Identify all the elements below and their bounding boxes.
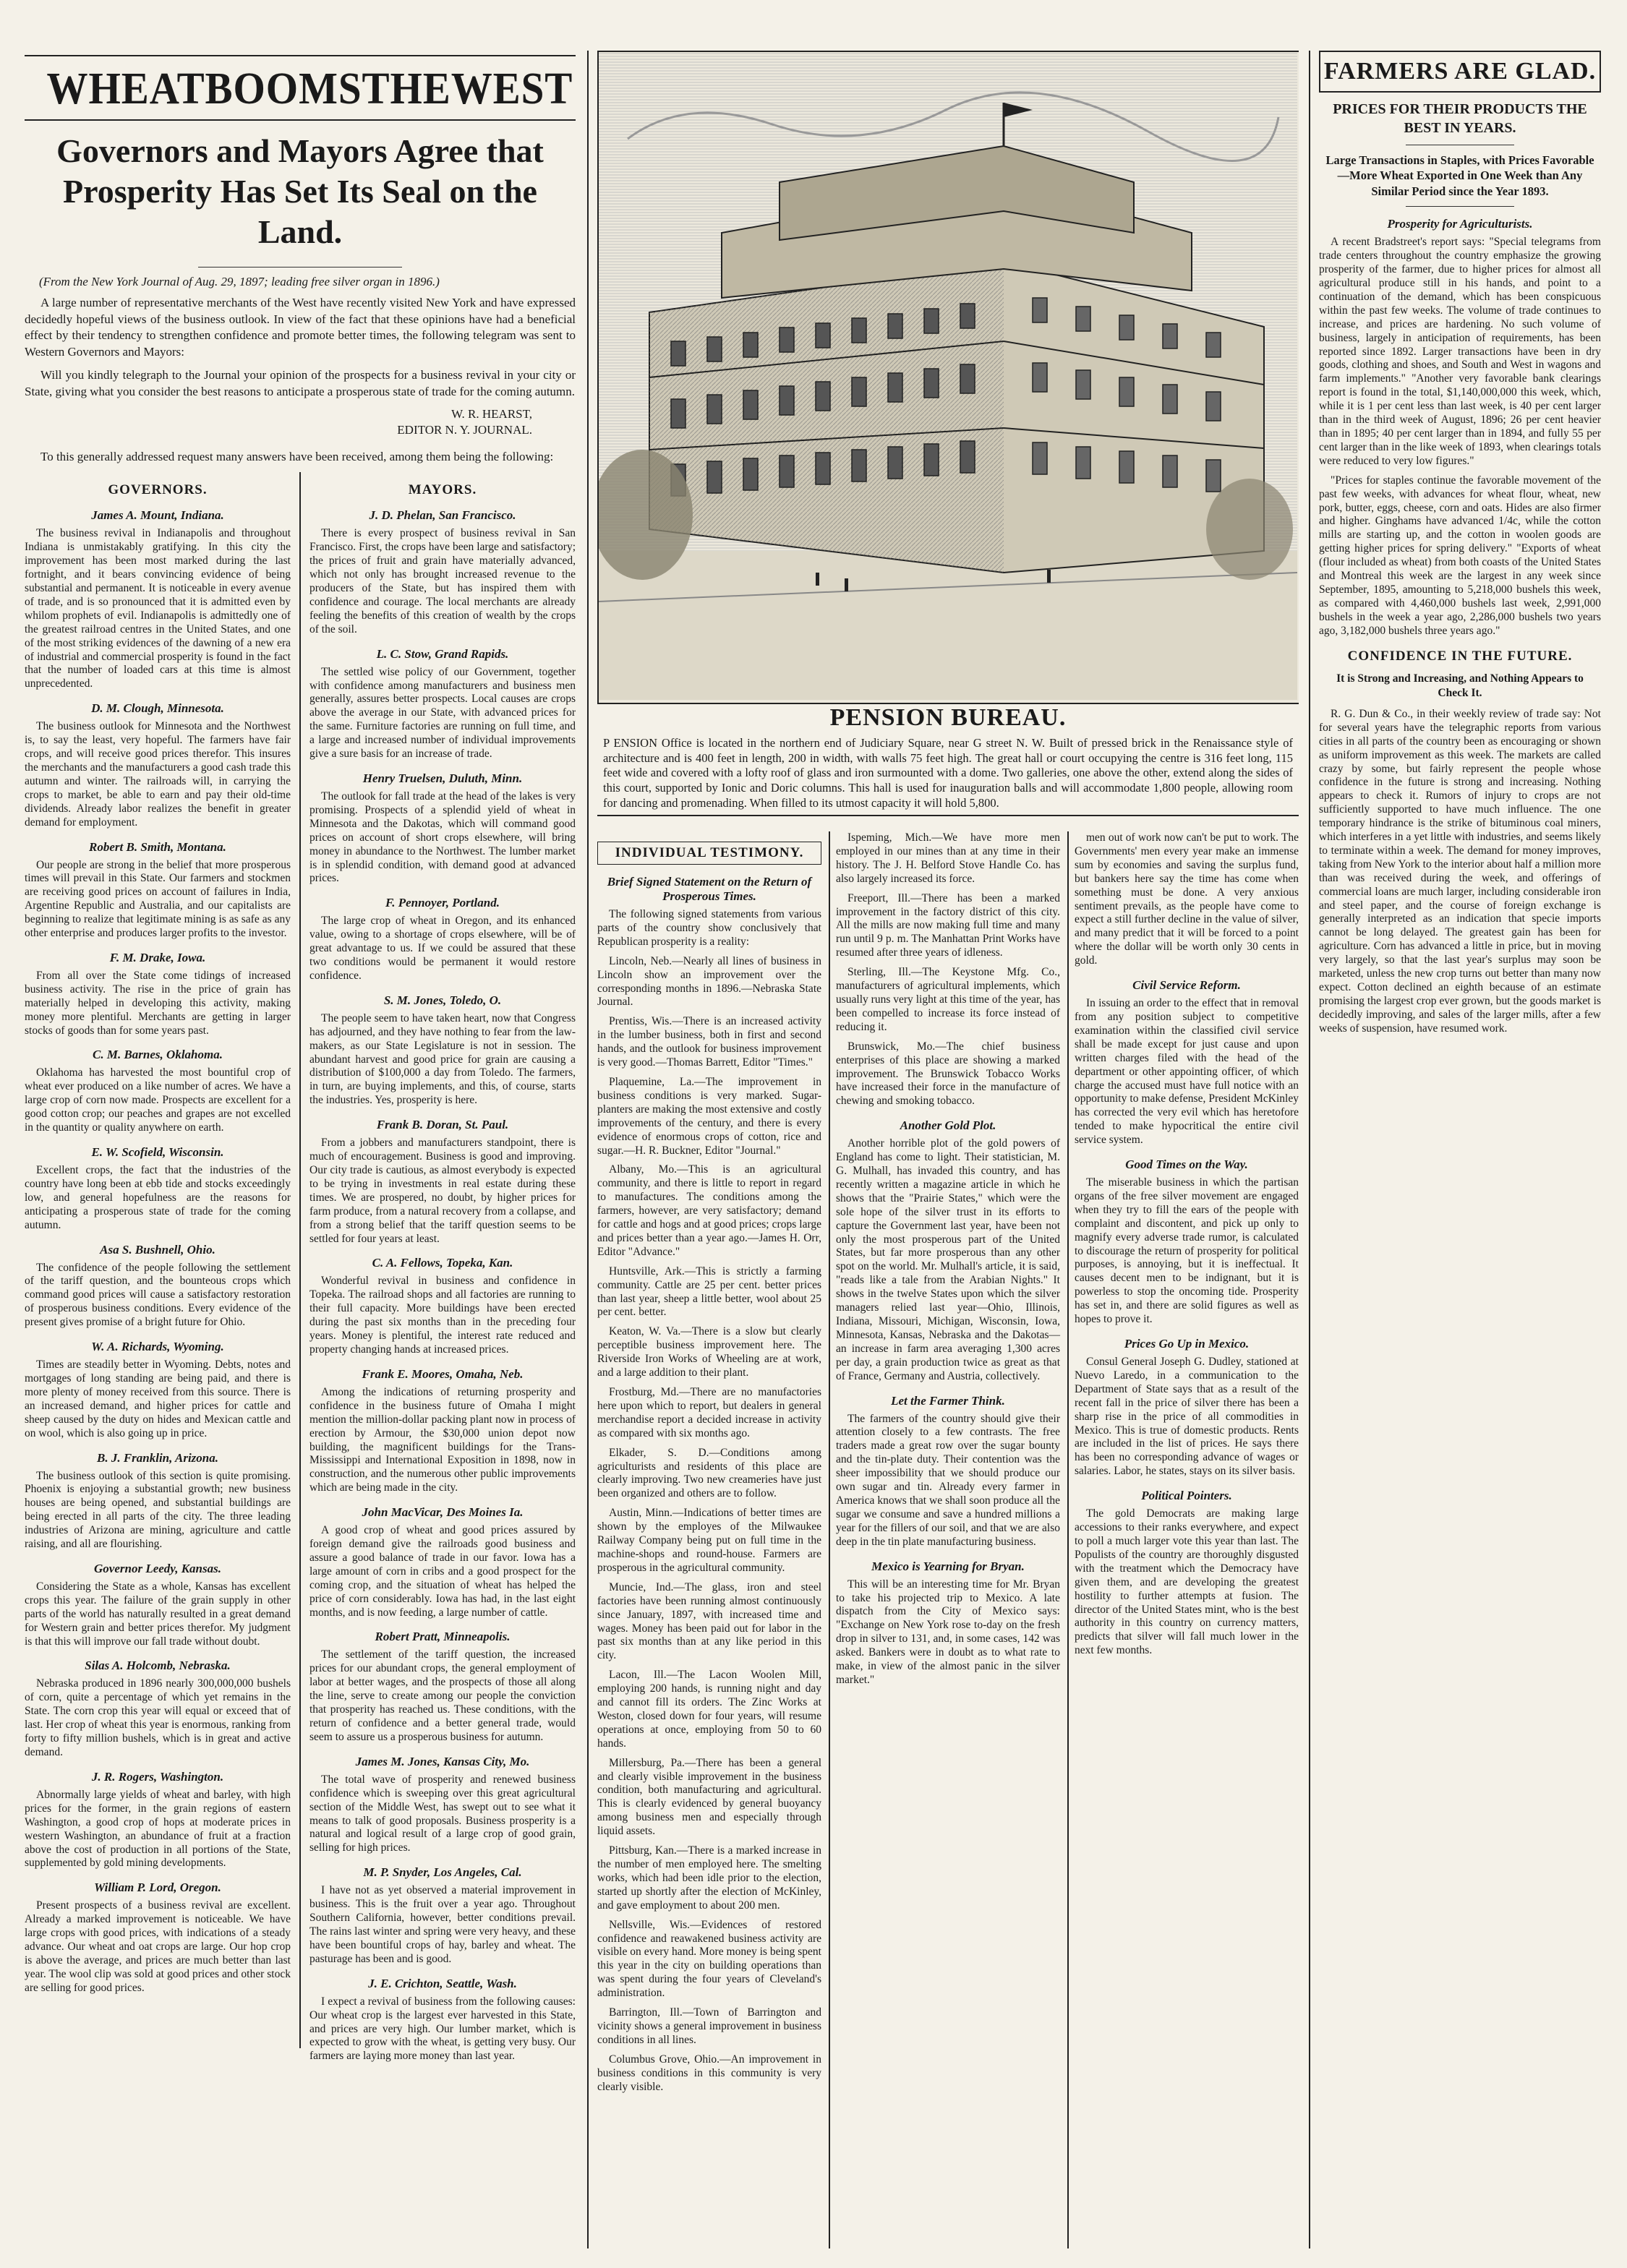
governor-statement: Nebraska produced in 1896 nearly 300,000,000 bushels of corn, quite a percentage of which yet remains in the State. The corn crop this year will equal or exceed that of last. Her crop of wheat this year is enormous, ranking from forty to fifty million bushels, which is in great and active demand. (25, 1677, 291, 1759)
mexico-text: This will be an interesting time for Mr. Bryan to take his projected trip to Mexico. A late dispatch from the City of Mexico says: "Exchange on New York rose to-day on the fresh drop in silver to 131, and, in some cases, 142 was asked. Bankers were in doubt as to what rate to make, in view of the almost panic in the silver market." (836, 1578, 1060, 1686)
subheadline: Governors and Mayors Agree that Prosperity Has Set Its Seal on the Land. (56, 132, 544, 251)
confidence-deck: It is Strong and Increasing, and Nothing Appears to Check It. (1336, 672, 1584, 699)
testimony-list-continued (836, 831, 1060, 1108)
governor-statement: From all over the State come tidings of increased business activity. The rise in the price of grain has materially helped in developing this activity, making money more plentiful. Merchants are getting in larger stocks of goods than for some years past. (25, 969, 291, 1037)
governor-statement: Considering the State as a whole, Kansas has excellent crops this year. The failure of the grain supply in other parts of the world has naturally resulted in a great demand for Western grain and better prices therefor. My judgment is that this will improve our fall trade without doubt. (25, 1580, 291, 1648)
middle-columns (597, 831, 1299, 2248)
mayor-statement: The settled wise policy of our Government, together with confidence among manufacturers and business men generally, assures better prospects. Local causes are crops above the average in our State, with advanced prices for the same. Furniture factories are running on full time, and a large and increased number of individual improvements give a sure basis for an increase of trade. (309, 665, 576, 761)
mayor-name: S. M. Jones, Toledo, O. (383, 993, 502, 1007)
civil-service-text: In issuing an order to the effect that in removal from any position subject to competitive examination within the classified civil service shall be made except for just cause and upon written charges filed with the head of the department or other appointing officer, of which charge the accused must have full notice with an opportunity to make defense, President McKinley has corrected the very evil which has heretofore tended to make hypocritical the entire civil service system. (1075, 997, 1299, 1147)
governor-name: Silas A. Holcomb, Nebraska. (85, 1659, 231, 1673)
mayor-name: Frank B. Doran, St. Paul. (376, 1118, 509, 1132)
testimony-item: Prentiss, Wis.—There is an increased activity in the lumber business, both in first and second hands, and the outlook for business improvement is very good.—Thomas Barrett, Editor "Times." (597, 1015, 821, 1069)
signature-title: EDITOR N. Y. JOURNAL. (397, 422, 532, 437)
mayor-name: L. C. Stow, Grand Rapids. (376, 646, 509, 661)
mayor-name: J. E. Crichton, Seattle, Wash. (368, 1976, 517, 1990)
illustration-caption: PENSION BUREAU. (829, 704, 1067, 731)
testimony-item: Frostburg, Md.—There are no manufactories here upon which to report, but dealers in general merchandise report a decided increase in activity as compared with six months ago. (597, 1386, 821, 1439)
mayor-name: F. Pennoyer, Portland. (385, 896, 500, 910)
testimony-item: Ispeming, Mich.—We have more men employed in our mines than at any time in their history. The J. H. Belford Stove Handle Co. has also largely increased its force. (836, 831, 1060, 885)
inner-rule (299, 472, 301, 2048)
civil-service-head: Civil Service Reform. (1132, 978, 1241, 993)
right-deck-2: Large Transactions in Staples, with Prices Favorable—More Wheat Exported in One Week than Any Similar Period since the Year 1893. (1325, 153, 1594, 198)
individual-head: INDIVIDUAL TESTIMONY. (597, 842, 821, 865)
governors-list (25, 508, 291, 1995)
testimony-item: Albany, Mo.—This is an agricultural community, and there is little to report in regard to manufactures. The conditions among the farmers, however, are very satisfactory; demand for cattle and hogs and at good prices; crops large and prices better than a year ago.—James H. Orr, Editor "Advance." (597, 1163, 821, 1258)
governor-statement: The business outlook of this section is quite promising. Phoenix is enjoying a substantial growth; new business houses are being opened, and substantial buildings are being erected in all parts of the city. The three leading industries of Arizona are mining, agriculture and cattle raising, and all are flourishing. (25, 1469, 291, 1551)
middle-column-3 (1075, 831, 1299, 1664)
mayor-statement: I expect a revival of business from the following causes: Our wheat crop is the largest ever harvested in this State, and prices are very high. Our lumber market, which is expected to grow with the wheat, is getting very busy. Our farmers are laying more money than last year. (309, 1995, 576, 2063)
testimony-list (597, 955, 821, 2094)
governors-head: GOVERNORS. (108, 482, 208, 498)
testimony-item: Austin, Minn.—Indications of better times are shown by the employes of the Milwaukee Railway Company being put on full time in the machine-shops and round-house. Farmers are prosperous in the agricultural community. (597, 1507, 821, 1574)
governor-name: William P. Lord, Oregon. (94, 1880, 221, 1895)
illustration-caption-block (597, 704, 1299, 821)
short-rule (198, 267, 402, 268)
governor-name: Governor Leedy, Kansas. (94, 1561, 221, 1575)
governor-statement: The business outlook for Minnesota and the Northwest is, to say the least, very hopeful. The farmers have fair crops, and will receive good prices therefor. This insures the merchants and the manufacturers a good cash trade this autumn and winter. The railroads will, in carrying the crops to market, be able to earn and pay their old-time dividends. Already labor realizes the benefit in greater demand for employment. (25, 720, 291, 829)
individual-intro: The following signed statements from various parts of the country show conclusively that Republican prosperity is a reality: (597, 908, 821, 948)
gold-plot-head: Another Gold Plot. (900, 1118, 996, 1133)
farmer-text: The farmers of the country should give their attention closely to a few contrasts. The free traders made a great row over the sugar bounty and the tin-plate duty. Their contention was the sheer impossibility that we should produce our own sugar and tin. Already every farmer in America knows that we shall soon produce all the sugar we consume and save a hundred millions a year for the fillers of our soil, and that we are also deep in the tin plate manufacturing business. (836, 1412, 1060, 1548)
testimony-item: Lacon, Ill.—The Lacon Woolen Mill, employing 200 hands, is running night and day and cannot fill its orders. The Zinc Works at Weston, closed down for four years, will resume operations at once, employing from 50 to 60 hands. (597, 1669, 821, 1750)
right-short-rule-2 (1406, 206, 1514, 207)
masthead-rule (25, 119, 576, 121)
mayor-statement: Wonderful revival in business and confidence in Topeka. The railroad shops and all factories are running to their full capacity. More buildings have been erected during the past six months than in the preceding four years. Money is plentiful, the interest rate reduced and property changing hands at increased prices. (309, 1275, 576, 1356)
mayor-name: James M. Jones, Kansas City, Mo. (355, 1754, 530, 1768)
governor-name: D. M. Clough, Minnesota. (91, 701, 224, 716)
governor-statement: Times are steadily better in Wyoming. Debts, notes and mortgages of long standing are being paid, and there is more plenty of money received from this source. There is an increased demand, and higher prices for cattle and sheep caused by the duty on hides and Mexican cattle and on wool, which is also going up in price. (25, 1358, 291, 1439)
column-3-continuation: men out of work now can't be put to work. The Governments' men every year make an immense sum by economies and saving the surplus fund, but bankers here say the time has come when something must be done. A very anxious sentiment prevails, as the people have come to expect a still further decline in the value of silver, and many predict that it will be forced to a point where the dollar will be worth only 30 cents in gold. (1075, 831, 1299, 967)
mayor-name: Frank E. Moores, Omaha, Neb. (362, 1366, 524, 1381)
mayor-name: J. D. Phelan, San Francisco. (369, 508, 516, 523)
column-rule-1 (587, 51, 589, 2248)
right-text-2: "Prices for staples continue the favorable movement of the past few weeks, with advances for wheat flour, wheat, new pork, butter, eggs, cheese, corn and oats. Hides are also firmer and higher. Ginghams have advanced 1/4c, while the cotton mills are starting up, and the cotton in woolen goods are getting higher prices for spring delivery." "Exports of wheat (flour included as wheat) from both coasts of the United States and Montreal this week are the largest in any week since September, 1895, amounting to 5,218,000 bushels this week, as compared with 4,460,000 bushels last week, 2,991,000 bushels in the week a year ago, 2,286,000 bushels two years ago, 3,182,000 bushels three years ago." (1319, 474, 1601, 637)
replies-intro: To this generally addressed request many answers have been received, among them being the following: (40, 449, 554, 463)
middle-section (597, 51, 1299, 2248)
caption-rule (597, 815, 1299, 816)
mayor-statement: Among the indications of returning prosperity and confidence in the business future of Omaha I might mention the million-dollar packing plant now in process of erection by Armour, the $30,000 union depot now building, the magnificent buildings for the Trans-Mississippi and International Exposition in 1898, now in construction, and the numerous other public improvements which are being made in the city. (309, 1385, 576, 1494)
agriculturists-head: Prosperity for Agriculturists. (1387, 217, 1533, 231)
top-rule (25, 55, 576, 56)
political-head: Political Pointers. (1141, 1489, 1232, 1503)
testimony-item: Columbus Grove, Ohio.—An improvement in business conditions in this community is very clearly visible. (597, 2053, 821, 2093)
right-text-1: A recent Bradstreet's report says: "Special telegrams from trade centers throughout the country emphasize the growing prosperity of the farmer, due to higher prices for almost all agricultural produce still in his hands, and point to a continuation of the demand, which has been conspicuous within the past few weeks. The volume of trade continues to increase, and prices are hardening. No such volume of business, largely in anticipation of requirements, has been reported since 1892. Larger transactions have been in dry goods, clothing and shoes, and South and West in wagons and farm implements." "Another very favorable bank clearings report is found in the total, $1,140,000,000 this week, which, while it is 1 per cent less than last week, is 40 per cent larger than in the third week of August, 1896; 26 per cent heavier than in 1895; 40 per cent larger than in 1894, and fully 55 per cent larger than in the like week of 1893, when clearings totals were reduced to very low figures." (1319, 236, 1601, 467)
intro-paragraph: A large number of representative merchants of the West have recently visited New York and have expressed decidedly hopeful views of the business outlook. In view of the fact that these opinions have had a beneficial effect by their tendency to strengthen confidence and promote better times, the following telegram was sent to Western Governors and Mayors: (25, 296, 576, 359)
governor-name: F. M. Drake, Iowa. (109, 950, 206, 964)
governor-name: E. W. Scofield, Wisconsin. (91, 1145, 224, 1160)
mayor-statement: The total wave of prosperity and renewed business confidence which is sweeping over this great agricultural section of the Middle West, has swept out to see what it means to talk of good proposals. Business prosperity is a natural and logical result of a large crop of good grain, selling for high prices. (309, 1773, 576, 1854)
testimony-item: Keaton, W. Va.—There is a slow but clearly perceptible business improvement here. The Riverside Iron Works of Wheeling are at work, and a large addition to their plant. (597, 1325, 821, 1379)
mayor-statement: There is every prospect of business revival in San Francisco. First, the crops have been large and satisfactory; the prices of fruit and grain have materially advanced, which not only has brought increased revenue to the producers of the State, but has inspired them with confidence and courage. The local merchants are already feeling the benefits of this creation of wealth by the crops of the soil. (309, 527, 576, 636)
testimony-item: Pittsburg, Kan.—There is a marked increase in the number of men employed here. The smelting works, which had been idle prior to the election, started up shortly after the election of McKinley, and gave employment to about 200 men. (597, 1844, 821, 1912)
middle-column-2 (836, 831, 1060, 1693)
testimony-item: Nellsville, Wis.—Evidences of restored confidence and reawakened business activity are visible on every hand. More money is being spent this year in the city on building operations than was spent during the four years of Cleveland's administration. (597, 1918, 821, 2000)
mayor-name: M. P. Snyder, Los Angeles, Cal. (363, 1865, 522, 1880)
individual-deck: Brief Signed Statement on the Return of Prosperous Times. (607, 875, 812, 903)
testimony-item: Sterling, Ill.—The Keystone Mfg. Co., manufacturers of agricultural implements, which usually runs very light at this time of the year, has been compelled to increase its force instead of reducing it. (836, 966, 1060, 1033)
mayor-name: John MacVicar, Des Moines Ia. (362, 1505, 524, 1520)
governors-mayors-columns (25, 472, 576, 2063)
testimony-item: Elkader, S. D.—Conditions among agriculturists and residents of this place are clearly improving. Two new creameries have just been organized and others are to follow. (597, 1446, 821, 1500)
governor-name: W. A. Richards, Wyoming. (91, 1340, 224, 1354)
right-head-box (1319, 51, 1601, 93)
good-times-text: The miserable business in which the partisan organs of the free silver movement are engaged when they try to fill the ears of the people with complaint and discontent, and pick up only to magnify every adverse trade rumor, is calculated to discourage the return of prosperity for political purposes, is annoying, but it is ineffectual. It causes decent men to be indignant, but it is powerless to stop the oncoming tide. Prosperity has set in, and there are solid figures as well as hopes to prove it. (1075, 1176, 1299, 1326)
governor-statement: Abnormally large yields of wheat and barley, with high prices for the former, in the grain regions of eastern Washington, a good crop of hops at moderate prices in western Washington, an abundance of fruit at a fraction above the cost of production in all portions of the State, supplemented by gold mining developments. (25, 1788, 291, 1870)
governors-column (25, 472, 291, 2000)
testimony-item: Brunswick, Mo.—The chief business enterprises of this place are showing a marked improvement. The Brunswick Tobacco Works have increased their force in the manufacture of chewing and smoking tobacco. (836, 1040, 1060, 1108)
political-text: The gold Democrats are making large accessions to their ranks everywhere, and expect to poll a much larger vote this year than last. The Populists of the country are thoroughly disgusted with the treatment which the Democracy have given them, and are developing the greatest hostility to further attempts at fusion. The director of the United States mint, who is the best authority in this country on currency matters, predicts that silver will fall much lower in the next few months. (1075, 1507, 1299, 1657)
mayor-name: Henry Truelsen, Duluth, Minn. (362, 771, 523, 785)
mayors-head: MAYORS. (408, 482, 477, 498)
mayor-name: Robert Pratt, Minneapolis. (375, 1630, 511, 1644)
testimony-item: Barrington, Ill.—Town of Barrington and vicinity shows a general improvement in business conditions in all lines. (597, 2006, 821, 2046)
right-column (1319, 51, 1601, 2248)
mayor-name: C. A. Fellows, Topeka, Kan. (372, 1256, 513, 1270)
mayor-statement: The large crop of wheat in Oregon, and its enhanced value, owing to a shortage of crops elsewhere, will be of great advantage to us. If we could be assured that these two conditions would be permanent it would restore confidence. (309, 915, 576, 982)
mayor-statement: The outlook for fall trade at the head of the lakes is very promising. Prospects of a splendid yield of wheat in Minnesota and the Dakotas, which will command good prices on account of short crops elsewhere, will bring money in abundance to the Northwest. The lumber market is in splendid condition, with demand good at advanced prices. (309, 789, 576, 885)
signature-name: W. R. HEARST, (451, 406, 532, 421)
newspaper-page (25, 51, 1601, 2248)
gold-plot-text: Another horrible plot of the gold powers of England has come to light. Their statistician, M. G. Mulhall, has invaded this country, and has recently written a magazine article in which he shows that the "Prairie States," which were the sole hope of the silver trust in its efforts to capture the Government last year, have been not only the most prosperous part of the United States, but far more prosperous than any other spot on the world. Mr. Mulhall's article, it is said, "reads like a tale from the Arabian Nights." It shows in the twelve States upon which the silver managers relied last year—Ohio, Illinois, Indiana, Missouri, Michigan, Wisconsin, Iowa, Minnesota, Kansas, Nebraska and the Dakotas—an increase in farm area averaging 1,300 acres per day, a grain production twice as great as that of France, Germany and Austria, collectively. (836, 1137, 1060, 1382)
confidence-head: CONFIDENCE IN THE FUTURE. (1347, 648, 1573, 664)
governor-name: Asa S. Bushnell, Ohio. (100, 1242, 215, 1257)
testimony-item: Millersburg, Pa.—There has been a general and clearly visible improvement in the business condition, both manufacturing and agricultural. This is clearly evidenced by general buoyancy among business men and especially through liquid assets. (597, 1756, 821, 1838)
testimony-item: Plaquemine, La.—The improvement in business conditions is very marked. Sugar-planters are making the most extensive and costly improvements of the century, and there is every evidence of enormous crops of cotton, rice and sugar.—H. R. Buckner, Editor "Journal." (597, 1075, 821, 1157)
testimony-item: Huntsville, Ark.—This is strictly a farming community. Cattle are 25 per cent. better prices than last year, sheep a little better, wool about 25 per cent. better. (597, 1264, 821, 1319)
mayor-statement: The settlement of the tariff question, the increased prices for our abundant crops, the general employment of labor at better wages, and the prospects of those all along the line, serve to create among our people the conviction that prosperity has reached us. These conditions, with the return of confidence and a better general trade, would seem to assure us a prosperous business for autumn. (309, 1648, 576, 1743)
illustration-description: P ENSION Office is located in the northern end of Judiciary Square, near G street N. W. Built of pressed brick in the Renaissance style of architecture and is 400 feet in length, 200 in width, with walls 75 feet high. The great hall or court occupying the centre is 316 feet long, 115 feet wide and covered with a lofty roof of glass and iron surmounted with a dome. Two galleries, one above the other, extend along the sides of this court, supported by Ionic and Doric columns. This hall is used for inauguration balls and will accommodate 1,800 people, allowing room for dancing and promenading. When filled to its utmost capacity it will hold 5,800. (603, 736, 1293, 810)
governor-name: C. M. Barnes, Oklahoma. (93, 1048, 223, 1062)
prices-mexico-text: Consul General Joseph G. Dudley, stationed at Nuevo Laredo, in a communication to the Department of State says that as a result of the recent fall in the price of silver there has been a sharp rise in the price of all commodities in Mexico. This is true of domestic products. Rents are included in the list of prices. He says there has been no corresponding advance of wages or salaries. Labor, he states, stays on its silver basis. (1075, 1356, 1299, 1478)
source-note: (From the New York Journal of Aug. 29, 1897; leading free silver organ in 1896.) (39, 275, 440, 289)
individual-testimony-column (597, 831, 821, 2100)
prices-mexico-head: Prices Go Up in Mexico. (1124, 1337, 1250, 1351)
right-deck: PRICES FOR THEIR PRODUCTS THE BEST IN YEARS. (1333, 101, 1587, 136)
testimony-item: Muncie, Ind.—The glass, iron and steel factories have been running almost continuously since January, 1897, with increased time and wages. Money has been paid out for labor in the past six months than at any like period in this city. (597, 1580, 821, 1662)
governor-name: James A. Mount, Indiana. (91, 508, 224, 523)
pension-bureau-illustration (597, 51, 1299, 704)
right-head: FARMERS ARE GLAD. (1323, 58, 1597, 85)
mayor-statement: I have not as yet observed a material improvement in business. This is the fruit over a year ago. Throughout Southern California, however, better conditions prevail. The rains last winter and spring were very heavy, and these have been bountiful crops of hay, barley and wheat. The pasturage has been and is good. (309, 1884, 576, 1965)
testimony-item: Lincoln, Neb.—Nearly all lines of business in Lincoln show an improvement over the corresponding months in 1896.—Nebraska State Journal. (597, 954, 821, 1009)
governor-statement: Oklahoma has harvested the most bountiful crop of wheat ever produced on a like number of acres. We have a large crop of corn now made. Prospects are excellent for a good cotton crop; our peaches and grapes are not excelled in the quantity or quality anywhere on earth. (25, 1066, 291, 1134)
mayors-column (309, 472, 576, 2069)
governor-statement: The confidence of the people following the settlement of the tariff question, and the bounteous crops which command good prices will cause a satisfactory restoration of prosperous business conditions. Every evidence of the present gives promise of a bright future for Ohio. (25, 1261, 291, 1329)
telegram-text: Will you kindly telegraph to the Journal your opinion of the prospects for a business revival in your city or State, giving what you consider the best reasons to anticipate a prosperous state of trade for the coming autumn. (25, 368, 576, 398)
mayor-statement: The people seem to have taken heart, now that Congress has adjourned, and they have nothing to fear from the law-makers, as our State Legislature is not in session. The abundant harvest and good price for grain are causing a distribution of $100,000 a day from Toledo. The farmers, in turn, are buying implements, and this, of course, starts the industries. Yes, prosperity is here. (309, 1011, 576, 1107)
building-engraving (599, 52, 1297, 700)
middle-rule-2 (1067, 831, 1069, 2248)
governor-name: B. J. Franklin, Arizona. (96, 1450, 219, 1465)
masthead: WHEATBOOMSTHEWEST (46, 64, 573, 114)
governor-statement: Excellent crops, the fact that the industries of the country have long been at ebb tide and stocks exceedingly low, and general hopefulness are the reasons for anticipating a prosperous state of trade for the coming autumn. (25, 1164, 291, 1231)
right-text-3: R. G. Dun & Co., in their weekly review of trade say: Not for several years have the telegraphic reports from various cities in all parts of the country been as encouraging or shown as uniform improvement as this week. The markets are called crazy by some, but fairly represent the people whose confidence in the future is strong and increasing. Nothing appears to check it. Rumors of injury to crops are not sufficiently supported to have much influence. The one temporary hindrance is the strike of bituminous coal miners, which interferes in a yet little with industries, and seems likely to terminate within a week. The demand for money improves, taking from New York to the interior about half a million more than was received during the week, and offerings of commercial loans are much larger, including considerable iron and steel paper, and the course of foreign exchange is generally interpreted as an indication that specie imports cannot be long delayed. The greatest gain has been for agriculture. Corn has advanced a little in price, but in moving very largely, so that the last year's surplus may soon be marketed, unless the new crop turns out better than many now expect. Cotton declined an eighth because of an estimate promising the largest crop ever grown, but the goods market is decidedly improving, and sales of the larger mills, after a few weeks of suspension, have resumed work. (1319, 707, 1601, 1035)
governor-statement: The business revival in Indianapolis and throughout Indiana is unmistakably gratifying. In this city the improvement has been most marked during the last fortnight, and it bears convincing evidence of being substantial and permanent. It is noticeable in every avenue of trade, and is so pronounced that it is admitted even by whilom prophets of evil. Indianapolis is admittedly one of the greatest railroad centres in the United States, and one of the most striking evidences of the dawning of a new era of industrial and commercial prosperity is found in the fact that the number of loaded cars at this time is almost unprecedented. (25, 527, 291, 690)
column-rule-2 (1309, 51, 1310, 2248)
mayors-list (309, 508, 576, 2063)
mexico-head: Mexico is Yearning for Bryan. (871, 1559, 1025, 1573)
governor-statement: Present prospects of a business revival are excellent. Already a marked improvement is noticeable. We have large crops with good prices, with indications of a steady advance. Our wheat and oat crops are large. Our hop crop is above the average, and prices are much better than last year. The wool clip was sold at good prices and other stock are selling for good prices. (25, 1899, 291, 1994)
governor-name: Robert B. Smith, Montana. (89, 839, 226, 854)
farmer-head: Let the Farmer Think. (891, 1393, 1005, 1408)
middle-rule-1 (829, 831, 830, 2248)
lead-article (25, 51, 576, 2248)
governor-name: J. R. Rogers, Washington. (91, 1769, 224, 1784)
governor-statement: Our people are strong in the belief that more prosperous times will prevail in this State. Our farmers and stockmen are receiving good prices on account of failures in India, Argentine Republic and Australia, and our capitalists are beginning to realize that legitimate mining is as safe as any other enterprise and produces larger profits to the investor. (25, 858, 291, 940)
mayor-statement: A good crop of wheat and good prices assured by foreign demand give the railroads good business and assure a good balance of trade in our favor. Iowa has a large amount of corn in cribs and a good prospect for the coming crop, and the situation of wheat has helped the price of corn considerably. Iowa has had, in the last eight months, and is now feeding, a large number of cattle. (309, 1524, 576, 1619)
good-times-head: Good Times on the Way. (1125, 1157, 1248, 1172)
testimony-item: Freeport, Ill.—There has been a marked improvement in the factory district of this city. All the mills are now making full time and many run until 9 p. m. The Manhattan Print Works have resumed after three years of idleness. (836, 891, 1060, 959)
mayor-statement: From a jobbers and manufacturers standpoint, there is much of encouragement. Business is good and improving. Our city trade is cautious, as almost everybody is expected to be trying in investments in real estate during these times. We are prospered, no doubt, by higher prices for farm produce, from a natural recovery from a collapse, and from a strong belief that the tariff question seems to be settled for four years at least. (309, 1137, 576, 1245)
